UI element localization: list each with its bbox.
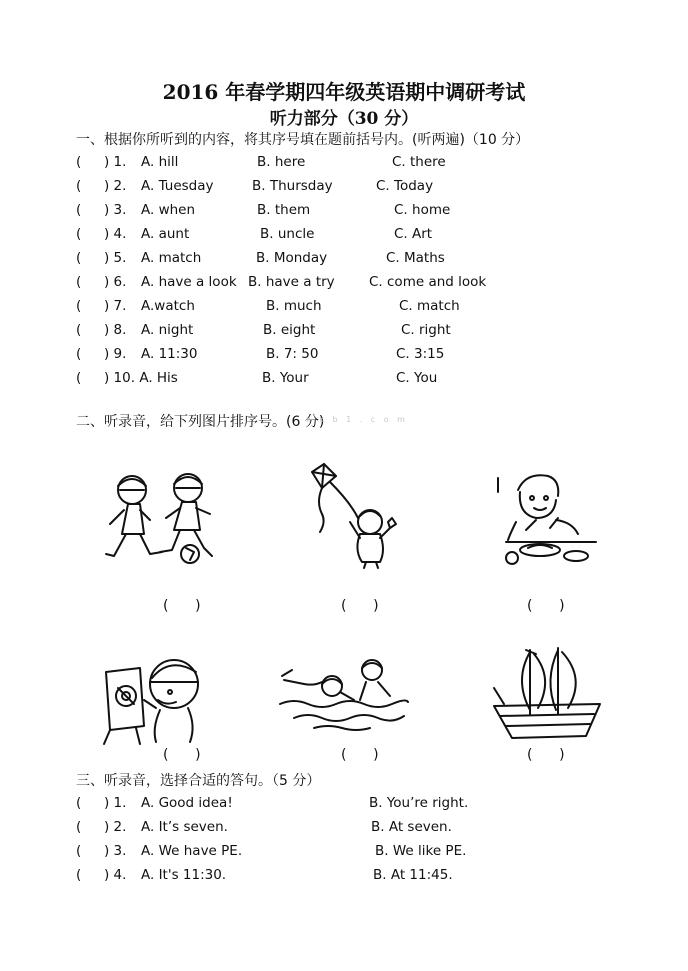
page-subtitle: 听力部分（30 分） [269,109,419,129]
option-a: A. It’s seven. [141,819,228,835]
watermark: x k b 1 . c o m [306,415,408,424]
option-a: A. 11:30 [141,346,198,362]
painting-picture [100,648,204,746]
option-a: A. have a look [141,274,237,290]
option-b: B. Monday [256,250,328,266]
option-b: B. have a try [248,274,335,290]
answer-blank: ( ) [341,747,379,763]
option-b: B. 7: 50 [266,346,319,362]
question-number: ) 4. [104,867,127,883]
option-b: B. them [257,202,311,218]
answer-blank: ( ) [163,598,201,614]
question-number: ) 3. [104,202,127,218]
answer-blank: ( ) [163,747,201,763]
option-a: A. We have PE. [141,843,243,859]
option-c: C. Maths [386,250,445,266]
option-a: A. Good idea! [141,795,233,811]
option-b: B. Your [262,370,309,386]
answer-blank: ( ) [527,747,565,763]
part3-heading: 三、听录音，选择合适的答句。（5 分） [76,773,321,789]
option-b: B. You’re right. [369,795,469,811]
question-number: ) 8. [104,322,127,338]
answer-blank: ( ) [527,598,565,614]
question-number: ) 6. [104,274,127,290]
option-a: A. hill [141,154,179,170]
option-b: B. uncle [260,226,315,242]
answer-blank: ( ) [341,598,379,614]
option-a: A.watch [141,298,195,314]
option-b: B. much [266,298,322,314]
option-b: B. At 11:45. [373,867,453,883]
page-title: 2016 年春学期四年级英语期中调研考试 [162,80,526,104]
part2-heading: 二、听录音，给下列图片排序号。(6 分) [76,414,325,430]
swimming-picture [274,640,410,736]
option-a: A. when [141,202,196,218]
question-number: ) 9. [104,346,127,362]
option-a: A. night [141,322,194,338]
option-b: B. Thursday [252,178,333,194]
option-b: B. At seven. [371,819,452,835]
option-a: A. aunt [141,226,190,242]
option-b: B. eight [263,322,316,338]
question-number: ) 1. [104,795,127,811]
question-number: ) 2. [104,819,127,835]
football-picture [100,468,220,568]
option-c: C. home [394,202,451,218]
question-number: ) 5. [104,250,127,266]
question-number: ) 4. [104,226,127,242]
option-c: C. match [399,298,460,314]
option-c: C. right [401,322,451,338]
kite-picture [300,462,404,570]
option-a: A. It's 11:30. [141,867,227,883]
option-a: A. match [141,250,202,266]
option-c: C. Art [394,226,433,242]
part1-heading: 一、根据你所听到的内容，将其序号填在题前括号内。(听两遍)（10 分） [76,132,530,148]
question-number: ) 10. A. His [104,370,178,386]
question-number: ) 1. [104,154,127,170]
option-b: B. here [257,154,306,170]
question-number: ) 3. [104,843,127,859]
eating-picture [496,470,606,572]
option-a: A. Tuesday [141,178,214,194]
option-c: C. there [392,154,446,170]
option-c: C. Today [376,178,434,194]
option-c: C. 3:15 [396,346,445,362]
boat-picture [490,644,606,742]
option-c: C. come and look [369,274,487,290]
option-b: B. We like PE. [375,843,467,859]
option-c: C. You [396,370,438,386]
question-number: ) 2. [104,178,127,194]
question-number: ) 7. [104,298,127,314]
